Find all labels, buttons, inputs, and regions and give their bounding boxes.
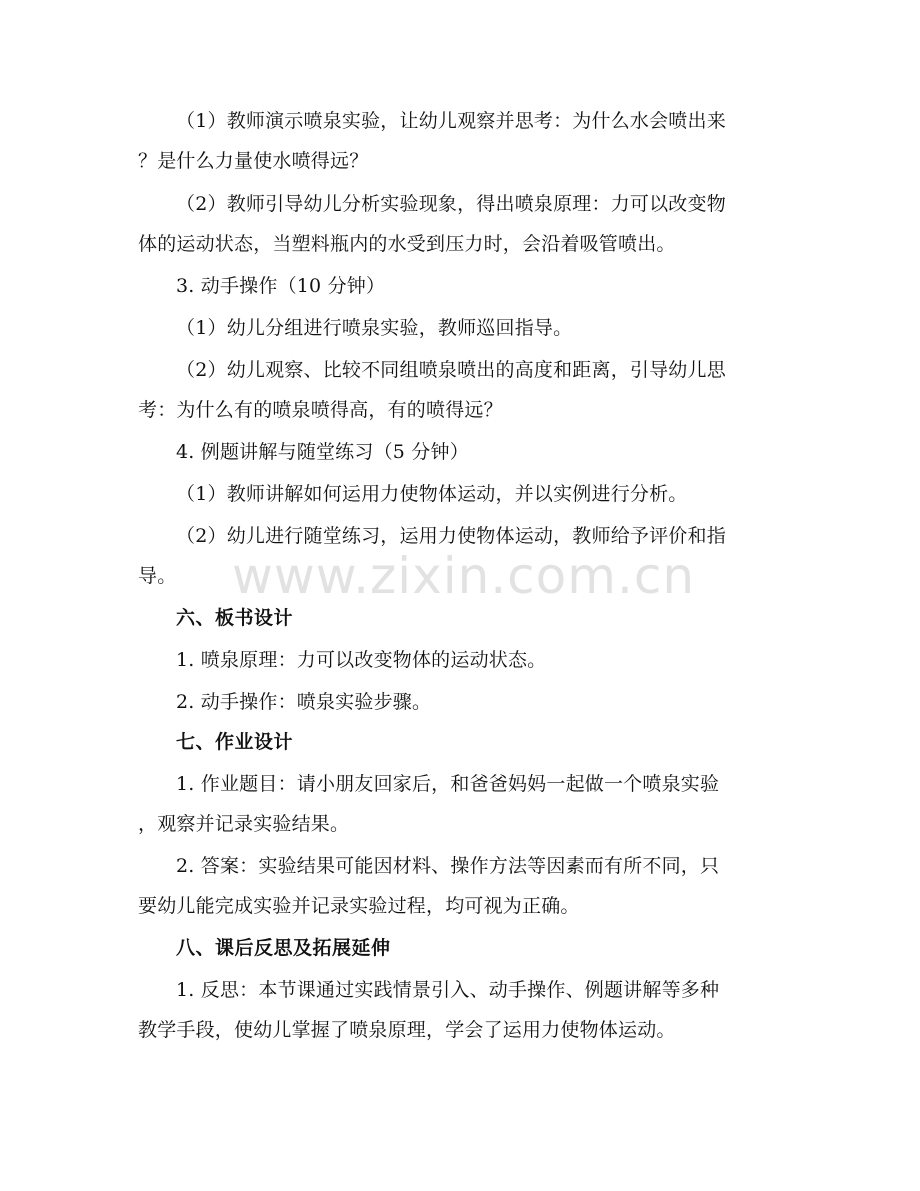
paragraph-line: 2. 答案：实验结果可能因材料、操作方法等因素而有所不同，只 (176, 855, 720, 877)
paragraph (138, 640, 778, 680)
paragraph-line: ？是什么力量使水喷得远？ (138, 150, 369, 172)
paragraph-line: （2）幼儿观察、比较不同组喷泉喷出的高度和距离，引导幼儿思 (176, 359, 726, 381)
paragraph-line: ，观察并记录实验结果。 (138, 813, 350, 835)
paragraph-line: 考：为什么有的喷泉喷得高，有的喷得远？ (138, 399, 503, 421)
paragraph-line: 3. 动手操作（10 分钟） (176, 275, 386, 297)
paragraph-line: （2）幼儿进行随堂练习，运用力使物体运动，教师给予评价和指 (176, 525, 726, 547)
paragraph (138, 764, 778, 844)
paragraph-line: （1）幼儿分组进行喷泉实验，教师巡回指导。 (176, 317, 573, 339)
paragraph-line: 导。 (138, 565, 177, 587)
paragraph-line: （2）教师引导幼儿分析实验现象，得出喷泉原理：力可以改变物 (176, 193, 726, 215)
section-heading: 六、板书设计 (176, 607, 294, 629)
paragraph-line: （1）教师讲解如何运用力使物体运动，并以实例进行分析。 (176, 483, 688, 505)
paragraph (138, 308, 778, 348)
paragraph-line: 2. 动手操作：喷泉实验步骤。 (176, 691, 432, 713)
paragraph (138, 474, 778, 514)
section-heading: 八、课后反思及拓展延伸 (176, 937, 391, 959)
paragraph-line: 4. 例题讲解与随堂练习（5 分钟） (176, 441, 469, 463)
paragraph (138, 846, 778, 926)
paragraph (138, 350, 778, 430)
paragraph (138, 516, 778, 596)
paragraph (138, 970, 778, 1050)
section-subheading (138, 432, 778, 472)
paragraph-line: 1. 反思：本节课通过实践情景引入、动手操作、例题讲解等多种 (176, 979, 720, 1001)
watermark: www.zixin.com.cn (232, 547, 696, 605)
paragraph (138, 184, 778, 264)
paragraph-line: 教学手段，使幼儿掌握了喷泉原理，学会了运用力使物体运动。 (138, 1019, 676, 1041)
paragraph-line: （1）教师演示喷泉实验，让幼儿观察并思考：为什么水会喷出来 (176, 110, 726, 132)
paragraph (138, 682, 778, 722)
paragraph-line: 要幼儿能完成实验并记录实验过程，均可视为正确。 (138, 895, 580, 917)
section-heading: 七、作业设计 (176, 731, 294, 753)
paragraph-line: 体的运动状态，当塑料瓶内的水受到压力时，会沿着吸管喷出。 (138, 233, 676, 255)
paragraph (138, 101, 778, 181)
paragraph-line: 1. 喷泉原理：力可以改变物体的运动状态。 (176, 649, 547, 671)
paragraph-line: 1. 作业题目：请小朋友回家后，和爸爸妈妈一起做一个喷泉实验 (176, 773, 720, 795)
section-subheading (138, 266, 778, 306)
